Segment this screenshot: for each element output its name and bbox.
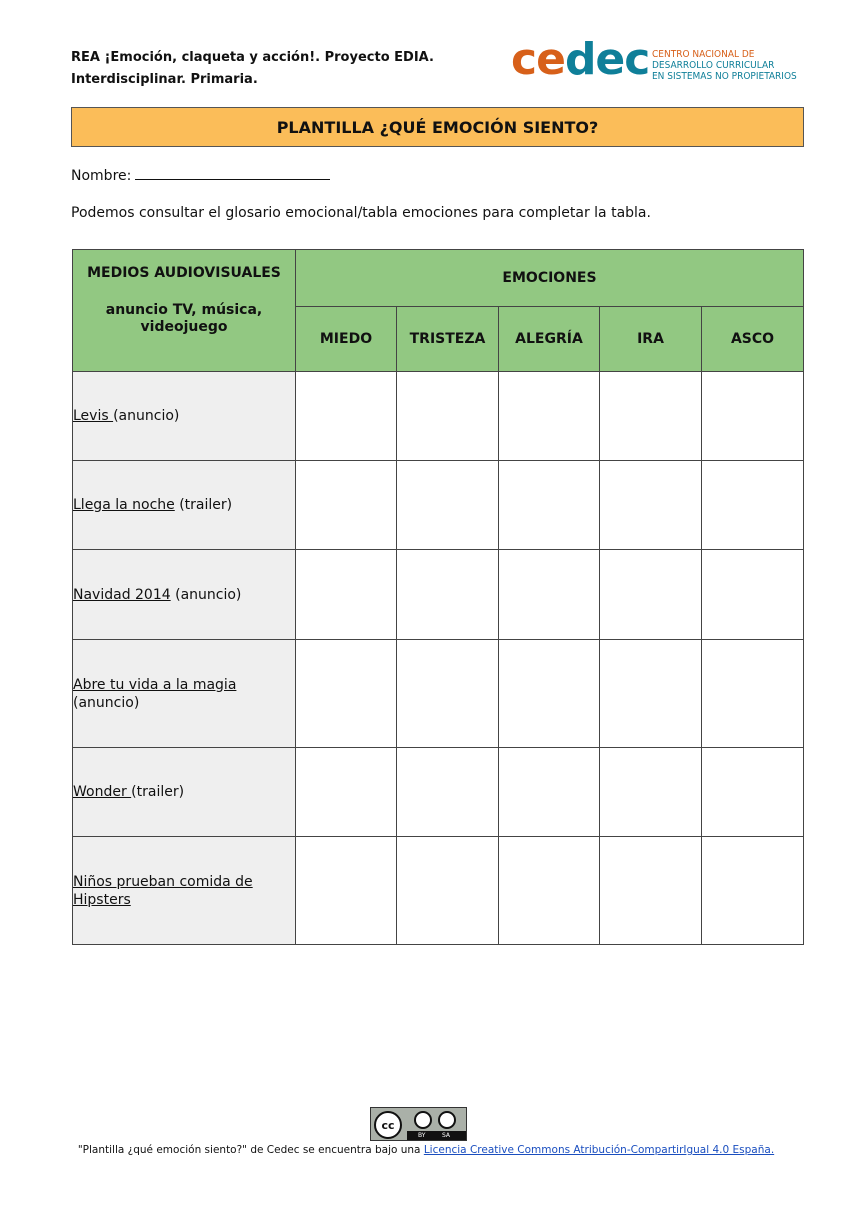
column-header-asco: ASCO	[702, 307, 804, 372]
row-label	[73, 550, 296, 640]
answer-cell[interactable]	[499, 640, 600, 748]
media-link[interactable]: Abre tu vida a la magia	[73, 676, 237, 693]
answer-cell[interactable]	[397, 550, 499, 640]
table-row	[73, 461, 804, 550]
media-note: (trailer)	[174, 497, 233, 513]
answer-cell[interactable]	[397, 748, 499, 837]
row-label	[73, 461, 296, 550]
answer-cell[interactable]	[397, 372, 499, 461]
answer-cell[interactable]	[296, 640, 397, 748]
row-label	[73, 748, 296, 837]
media-note: (anuncio)	[170, 586, 242, 603]
table-row	[73, 640, 804, 748]
sa-label: SA	[442, 1132, 451, 1139]
row-label	[73, 372, 296, 461]
column-header-ira: IRA	[600, 307, 702, 372]
answer-cell[interactable]	[296, 550, 397, 640]
emotions-table	[72, 249, 804, 945]
media-note: (anuncio)	[113, 408, 180, 424]
share-alike-icon	[438, 1111, 456, 1129]
answer-cell[interactable]	[702, 748, 804, 837]
answer-cell[interactable]	[397, 461, 499, 550]
row-label	[73, 640, 296, 748]
header-line-1: REA ¡Emoción, claqueta y acción!. Proyecto EDIA.	[71, 50, 434, 65]
answer-cell[interactable]	[296, 837, 397, 945]
answer-cell[interactable]	[296, 748, 397, 837]
table-row	[73, 372, 804, 461]
cedec-logo-subtitle: CENTRO NACIONAL DE DESARROLLO CURRICULAR EN SISTEMAS NO PROPIETARIOS	[652, 49, 797, 82]
table-row	[73, 837, 804, 945]
media-link[interactable]: Levis	[73, 408, 114, 424]
answer-cell[interactable]	[600, 461, 702, 550]
column-header-tristeza: TRISTEZA	[397, 307, 499, 372]
answer-cell[interactable]	[600, 372, 702, 461]
cc-license-badge[interactable]	[370, 1107, 467, 1141]
media-link[interactable]: Niños prueban comida de Hipsters	[73, 873, 253, 908]
answer-cell[interactable]	[499, 837, 600, 945]
attribution-icon	[414, 1111, 432, 1129]
answer-cell[interactable]	[499, 748, 600, 837]
answer-cell[interactable]	[499, 372, 600, 461]
table-row	[73, 550, 804, 640]
answer-cell[interactable]	[702, 640, 804, 748]
document-header	[71, 47, 434, 91]
media-header: MEDIOS AUDIOVISUALES	[87, 265, 281, 281]
cc-badge-label-bar	[407, 1131, 466, 1140]
name-field	[71, 165, 330, 184]
answer-cell[interactable]	[296, 372, 397, 461]
media-header-cell	[73, 250, 296, 372]
table-row	[73, 748, 804, 837]
media-subheader: anuncio TV, música, videojuego	[105, 302, 263, 335]
name-blank-line[interactable]	[135, 165, 330, 180]
media-link[interactable]: Wonder	[73, 784, 132, 800]
answer-cell[interactable]	[296, 461, 397, 550]
header-line-2: Interdisciplinar. Primaria.	[71, 72, 258, 87]
license-link[interactable]: Licencia Creative Commons Atribución-CompartirIgual 4.0 España.	[423, 1144, 775, 1156]
page-title: PLANTILLA ¿QUÉ EMOCIÓN SIENTO?	[71, 107, 804, 147]
answer-cell[interactable]	[702, 550, 804, 640]
media-link[interactable]: Navidad 2014	[73, 586, 171, 603]
answer-cell[interactable]	[702, 461, 804, 550]
by-label: BY	[418, 1132, 426, 1139]
media-note: (anuncio)	[73, 694, 140, 711]
footer-text: "Plantilla ¿qué emoción siento?" de Cedec se encuentra bajo una	[77, 1144, 424, 1156]
cedec-logo-word: cedec	[511, 34, 650, 85]
answer-cell[interactable]	[600, 748, 702, 837]
answer-cell[interactable]	[499, 461, 600, 550]
emotions-header: EMOCIONES	[296, 250, 804, 307]
answer-cell[interactable]	[600, 550, 702, 640]
row-label	[73, 837, 296, 945]
answer-cell[interactable]	[397, 837, 499, 945]
answer-cell[interactable]	[499, 550, 600, 640]
column-header-miedo: MIEDO	[296, 307, 397, 372]
media-link[interactable]: Llega la noche	[73, 497, 175, 513]
cc-icon: cc	[374, 1111, 402, 1139]
answer-cell[interactable]	[600, 837, 702, 945]
intro-text: Podemos consultar el glosario emocional/tabla emociones para completar la tabla.	[71, 205, 651, 221]
footer-license-text	[0, 1144, 852, 1156]
answer-cell[interactable]	[702, 372, 804, 461]
media-note: (trailer)	[131, 784, 185, 800]
answer-cell[interactable]	[397, 640, 499, 748]
column-header-alegria: ALEGRÍA	[499, 307, 600, 372]
answer-cell[interactable]	[600, 640, 702, 748]
answer-cell[interactable]	[702, 837, 804, 945]
name-label: Nombre:	[71, 168, 132, 184]
